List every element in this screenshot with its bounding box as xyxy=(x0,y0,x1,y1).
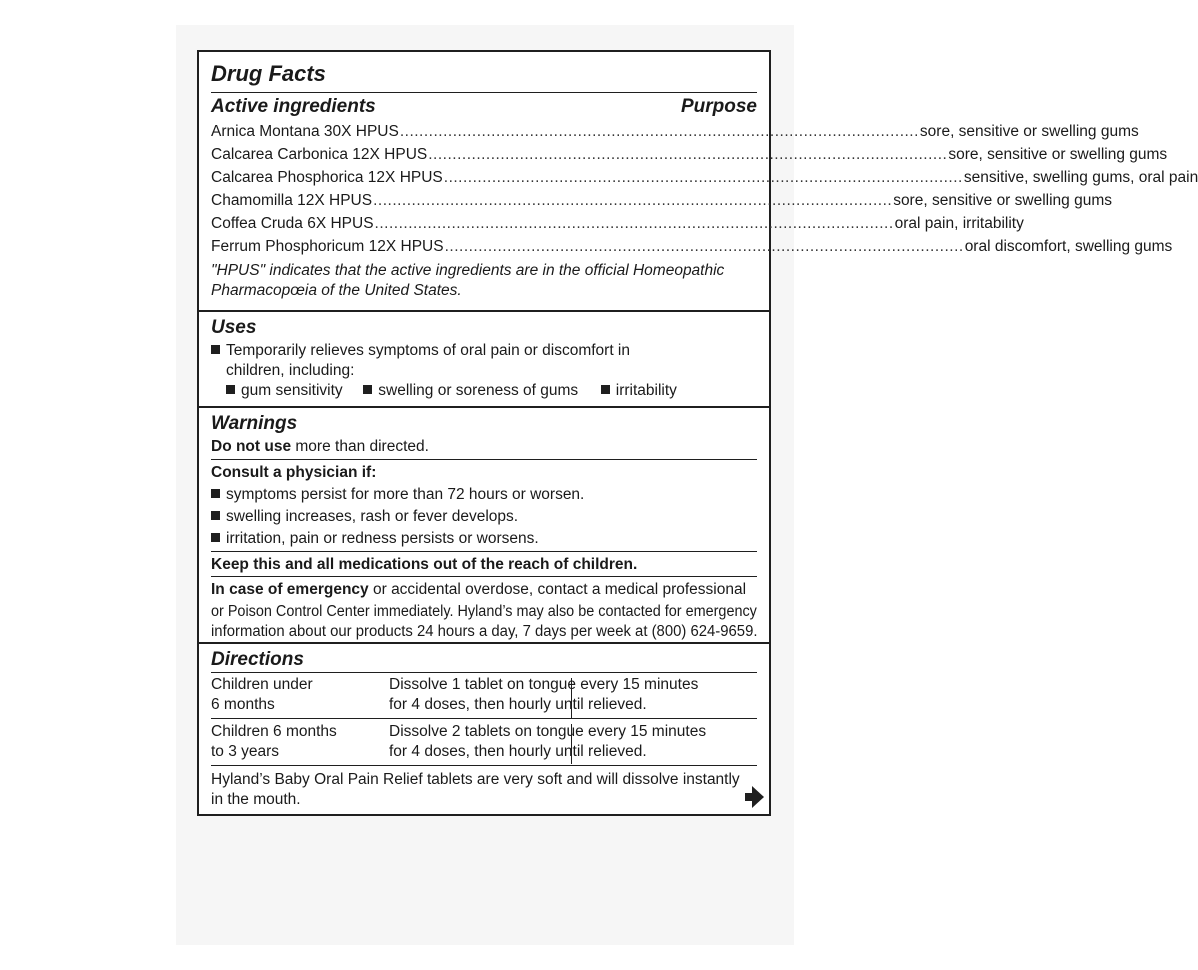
directions-dose: for 4 doses, then hourly until relieved. xyxy=(389,743,647,760)
ingredient-purpose: sensitive, swelling gums, oral pain xyxy=(963,169,1198,186)
warnings-rule xyxy=(211,576,757,577)
do-not-use-label: Do not use xyxy=(211,438,292,455)
leader-dots: ............................................................................................................ xyxy=(444,238,964,255)
directions-age: Children 6 months xyxy=(211,723,337,740)
leader-dots: ............................................................................................................ xyxy=(399,123,919,140)
directions-age: to 3 years xyxy=(211,743,280,760)
ingredient-row xyxy=(211,237,1173,257)
consult-item xyxy=(211,485,757,505)
ingredient-row xyxy=(211,191,1112,211)
leader-dots: ............................................................................................................ xyxy=(374,215,894,232)
ingredient-name: Calcarea Carbonica 12X HPUS xyxy=(211,146,428,163)
ingredient-row xyxy=(211,168,1198,188)
uses-text-line1: Temporarily relieves symptoms of oral pain or discomfort in xyxy=(226,342,630,359)
directions-note: Hyland’s Baby Oral Pain Relief tablets are very soft and will dissolve instantly xyxy=(211,771,740,788)
hpus-note: "HPUS" indicates that the active ingredients are in the official Homeopathic xyxy=(211,262,725,279)
bullet-icon xyxy=(211,533,220,542)
consult-heading: Consult a physician if: xyxy=(211,464,377,481)
directions-dose: for 4 doses, then hourly until relieved. xyxy=(389,696,647,713)
directions-rule xyxy=(211,718,757,719)
consult-item-text: symptoms persist for more than 72 hours or worsen. xyxy=(226,486,585,503)
uses-section xyxy=(199,310,769,408)
hpus-note-continued: Pharmacopœia of the United States. xyxy=(211,282,462,299)
ingredient-name: Chamomilla 12X HPUS xyxy=(211,192,373,209)
uses-text-line2: children, including: xyxy=(226,362,355,379)
ingredient-name: Coffea Cruda 6X HPUS xyxy=(211,215,374,232)
ingredient-purpose: sore, sensitive or swelling gums xyxy=(893,192,1112,209)
bullet-icon xyxy=(363,385,372,394)
uses-text xyxy=(211,341,757,361)
ingredient-purpose: sore, sensitive or swelling gums xyxy=(919,123,1139,140)
bullet-icon xyxy=(211,489,220,498)
bullet-icon xyxy=(601,385,610,394)
leader-dots: ............................................................................................................ xyxy=(373,192,893,209)
consult-item xyxy=(211,507,757,527)
emergency-text-line3: information about our products 24 hours a day, 7 days per week at (800) 624-9659. xyxy=(211,623,758,640)
warnings-section xyxy=(199,406,769,644)
leader-dots: ............................................................................................................ xyxy=(443,169,963,186)
do-not-use-text xyxy=(211,437,757,457)
directions-age: Children under xyxy=(211,676,313,693)
ingredient-row xyxy=(211,122,1139,142)
emergency-text xyxy=(211,580,757,600)
directions-dose: Dissolve 1 tablet on tongue every 15 minutes xyxy=(389,676,699,693)
purpose-heading: Purpose xyxy=(680,96,757,117)
active-ingredients-heading: Active ingredients xyxy=(211,96,376,117)
ingredient-name: Arnica Montana 30X HPUS xyxy=(211,123,399,140)
ingredient-name: Ferrum Phosphoricum 12X HPUS xyxy=(211,238,444,255)
warnings-heading: Warnings xyxy=(211,413,298,434)
bullet-icon xyxy=(211,511,220,520)
directions-section xyxy=(199,642,769,818)
use-item: gum sensitivity xyxy=(241,382,343,399)
ingredient-row xyxy=(211,214,1024,234)
do-not-use-rest: more than directed. xyxy=(291,438,429,455)
warnings-rule xyxy=(211,459,757,460)
uses-heading: Uses xyxy=(211,317,257,338)
directions-dose: Dissolve 2 tablets on tongue every 15 minutes xyxy=(389,723,707,740)
directions-rule xyxy=(211,672,757,673)
drug-facts-title: Drug Facts xyxy=(211,61,326,86)
consult-item-text: irritation, pain or redness persists or worsens. xyxy=(226,530,539,547)
directions-rule xyxy=(211,765,757,766)
directions-age: 6 months xyxy=(211,696,275,713)
use-item: swelling or soreness of gums xyxy=(378,382,579,399)
uses-items xyxy=(226,381,757,401)
ingredient-row xyxy=(211,145,1168,165)
ingredient-purpose: oral discomfort, swelling gums xyxy=(964,238,1173,255)
bullet-icon xyxy=(226,385,235,394)
drug-facts-panel xyxy=(197,50,1198,816)
title-rule xyxy=(211,92,757,93)
leader-dots: ............................................................................................................ xyxy=(428,146,948,163)
bullet-icon xyxy=(211,345,220,354)
consult-item xyxy=(211,529,757,549)
active-ingredients-section xyxy=(199,52,1198,310)
ingredient-name: Calcarea Phosphorica 12X HPUS xyxy=(211,169,443,186)
use-item: irritability xyxy=(615,382,677,399)
emergency-label: In case of emergency xyxy=(211,581,369,598)
emergency-rest: or accidental overdose, contact a medical professional xyxy=(368,581,747,598)
directions-heading: Directions xyxy=(211,649,304,670)
ingredient-purpose: oral pain, irritability xyxy=(894,215,1024,232)
arrow-right-icon xyxy=(752,786,764,808)
consult-item-text: swelling increases, rash or fever develops. xyxy=(226,508,519,525)
keep-away-text: Keep this and all medications out of the reach of children. xyxy=(211,556,638,573)
directions-note-line2: in the mouth. xyxy=(211,791,301,808)
ingredient-purpose: sore, sensitive or swelling gums xyxy=(948,146,1168,163)
warnings-rule xyxy=(211,551,757,552)
emergency-text-line2: or Poison Control Center immediately. Hyland’s may also be contacted for emergency xyxy=(211,603,757,620)
